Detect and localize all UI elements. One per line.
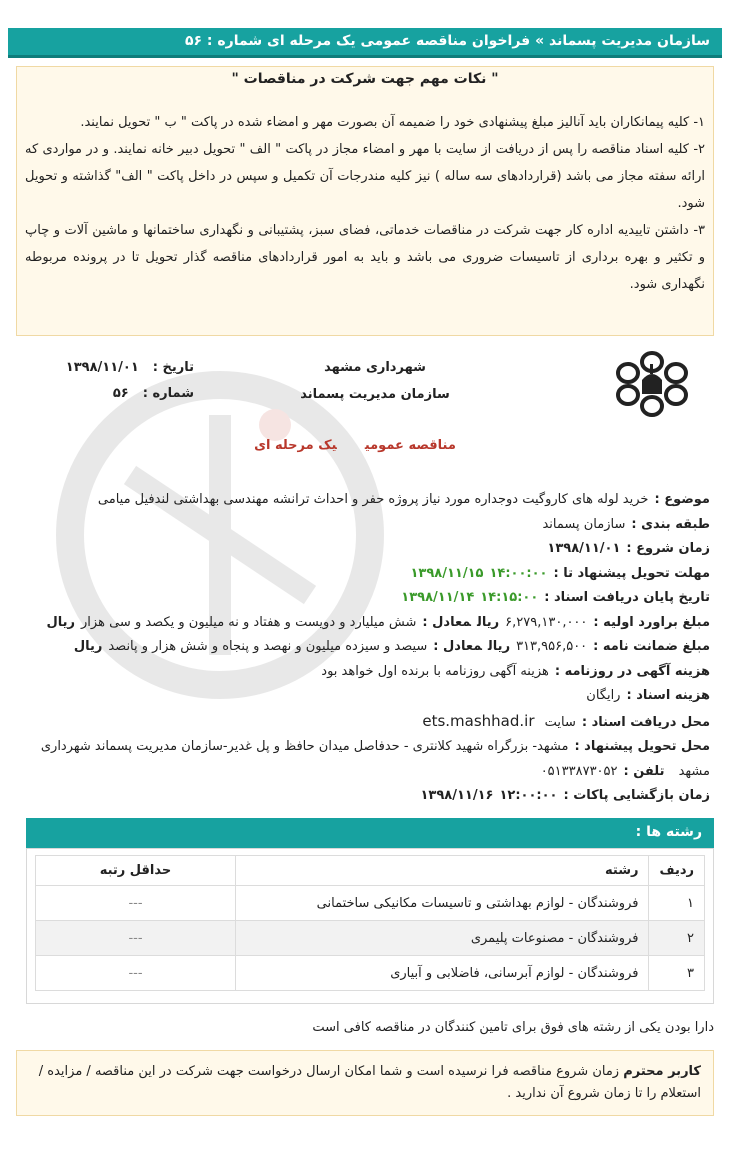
guarantee-row [22,635,710,660]
meta-number [24,386,194,401]
notes-title: " نکات مهم جهت شرکت در مناقصات " [231,71,499,87]
number-label: شماره : [142,386,194,401]
delivery-row [22,735,710,784]
fields-section-title: رشته ها : [635,824,702,840]
org-name: شهرداری مشهد [324,360,426,375]
row-field: فروشندگان - لوازم بهداشتی و تاسیسات مکانیکی ساختمانی [236,886,649,921]
ad-cost-value: هزینه آگهی روزنامه با برنده اول خواهد بود [321,663,549,679]
subject-row [22,488,710,513]
guarantee-label: مبلغ ضمانت نامه : [593,639,710,654]
guarantee-unit: ریال [487,639,511,654]
page-title: سازمان مدیریت پسماند » فراخوان مناقصه عمومی یک مرحله ای شماره : ۵۶ [184,33,710,49]
table-header-row [36,856,705,886]
estimate-unit: ریال [477,614,500,630]
docs-end-row [22,586,710,611]
docs-end-time: ۱۴:۱۵:۰۰ [480,590,539,605]
doc-cost-label: هزینه اسناد : [626,688,710,703]
doc-place-site-link[interactable]: ets.mashhad.ir [422,711,535,730]
doc-place-row [22,709,710,736]
important-notes-box [16,66,714,336]
docs-end-date: ۱۳۹۸/۱۱/۱۴ [401,590,475,605]
ad-cost-row [22,660,710,685]
category-row [22,513,710,538]
row-idx: ۱ [649,886,705,921]
row-idx: ۳ [649,956,705,991]
note-item-2: ۲- کلیه اسناد مناقصه را پس از دریافت از سایت با مهر و امضاء مجاز در پاکت " الف " تحویل دبیر خانه نمایند. و در مواردی که ارائه سفته مجاز می باشد (قراردادهای سه ساله ) نیز کلیه مندرجات آن تکمیل و سپس در داخل پاکت " الف" گذاشته و تحویل شود. [25,142,705,211]
opening-row [22,784,710,809]
tender-type-part1: مناقصه عمومی [364,438,456,453]
doc-cost-value: رایگان [586,688,621,703]
guarantee-words-unit: ریال [73,639,103,654]
number-value: ۵۶ [112,386,129,401]
guarantee-equiv-label: معادل : [433,639,482,654]
mashhad-municipality-logo-icon [614,348,690,420]
page-header-bar [8,28,722,58]
doc-place-label: محل دریافت اسناد : [581,714,710,730]
start-row [22,537,710,562]
estimate-row [22,611,710,636]
start-value: ۱۳۹۸/۱۱/۰۱ [547,541,621,556]
docs-end-label: تاریخ پایان دریافت اسناد : [544,590,710,605]
date-value: ۱۳۹۸/۱۱/۰۱ [65,360,139,375]
start-label: زمان شروع : [626,541,710,556]
ad-cost-label: هزینه آگهی در روزنامه : [554,663,710,679]
table-row [36,956,705,991]
opening-date: ۱۳۹۸/۱۱/۱۶ [420,788,494,803]
guarantee-words: سیصد و سیزده میلیون و نهصد و پنجاه و شش هزار و پانصد [108,639,428,654]
estimate-words-unit: ریال [46,614,76,630]
delivery-label: محل تحویل پیشنهاد : [574,739,710,754]
guarantee-value: ۳۱۳,۹۵۶,۵۰۰ [516,639,588,654]
opening-label: زمان بازگشایی پاکات : [563,788,710,803]
subject-value: خرید لوله های کاروگیت دوجداره مورد نیاز پروژه حفر و احداث ترانشه مهندسی بهداشتی لندفیل میامی [97,492,649,507]
subject-label: موضوع : [654,492,710,507]
phone-label: تلفن : [623,763,665,779]
start-time-alert [16,1050,714,1116]
alert-text: زمان شروع مناقصه فرا نرسیده است و شما امکان ارسال درخواست جهت شرکت در این مناقصه / مزایده / استعلام را تا زمان شروع آن ندارید . [38,1064,701,1101]
doc-cost-row [22,684,710,709]
row-min-rank: --- [36,956,236,991]
estimate-words: شش میلیارد و دویست و هفتاد و نه میلیون و یکصد و سی هزار [81,614,417,630]
opening-time: ۱۲:۰۰:۰۰ [499,788,558,803]
row-field: فروشندگان - مصنوعات پلیمری [236,921,649,956]
col-header-field: رشته [236,856,649,886]
table-row [36,921,705,956]
doc-place-prefix: سایت [544,714,576,730]
category-label: طبقه بندی : [631,516,710,532]
alert-lead: کاربر محترم [623,1064,701,1079]
fields-table [35,855,705,991]
row-min-rank: --- [36,921,236,956]
deadline-row [22,562,710,587]
deadline-time: ۱۴:۰۰:۰۰ [489,565,548,581]
col-header-idx: ردیف [649,856,705,886]
estimate-equiv-label: معادل : [422,614,472,630]
table-row [36,886,705,921]
note-item-1: ۱- کلیه پیمانکاران باید آنالیز مبلغ پیشنهادی خود را ضمیمه آن بصورت مهر و امضاء شده در پاکت " ب " تحویل نمایند. [80,115,705,130]
meta-date [24,360,194,375]
org-department: سازمان مدیریت پسماند [300,387,450,402]
fields-footer-note: دارا بودن یکی از رشته های فوق برای تامین کنندگان در مناقصه کافی است [312,1020,714,1035]
tender-details [22,488,710,809]
row-field: فروشندگان - لوازم آبرسانی، فاضلابی و آبیاری [236,956,649,991]
deadline-date: ۱۳۹۸/۱۱/۱۵ [410,565,484,581]
row-idx: ۲ [649,921,705,956]
fields-table-wrapper [26,848,714,1004]
tender-type [200,438,510,453]
estimate-value: ۶,۲۷۹,۱۳۰,۰۰۰ [505,614,588,630]
date-label: تاریخ : [152,360,194,375]
phone-value: ۰۵۱۳۳۸۷۳۰۵۲ [540,763,618,779]
delivery-value: مشهد- بزرگراه شهید کلانتری - حدفاصل میدان حافظ و پل غدیر-سازمان مدیریت پسماند شهرداری مشهد [40,739,710,779]
tender-type-part2: یک مرحله ای [254,438,337,453]
category-value: سازمان پسماند [542,516,626,532]
note-item-3: ۳- داشتن تاییدیه اداره کار جهت شرکت در مناقصات خدماتی، فضای سبز، پشتیبانی و نگهداری ساختمانها و ماشین آلات و چاپ و تکثیر و بهره برداری از تاسیسات ضروری می باشد و باید به امور قراردادهای مناقصه گذار تحویل تا در پرونده مربوطه نگهداری شود. [25,223,705,292]
deadline-label: مهلت تحویل پیشنهاد تا : [553,565,710,581]
col-header-min-rank: حداقل رتبه [36,856,236,886]
fields-section-header [26,818,714,848]
row-min-rank: --- [36,886,236,921]
estimate-label: مبلغ براورد اولیه : [593,614,710,630]
